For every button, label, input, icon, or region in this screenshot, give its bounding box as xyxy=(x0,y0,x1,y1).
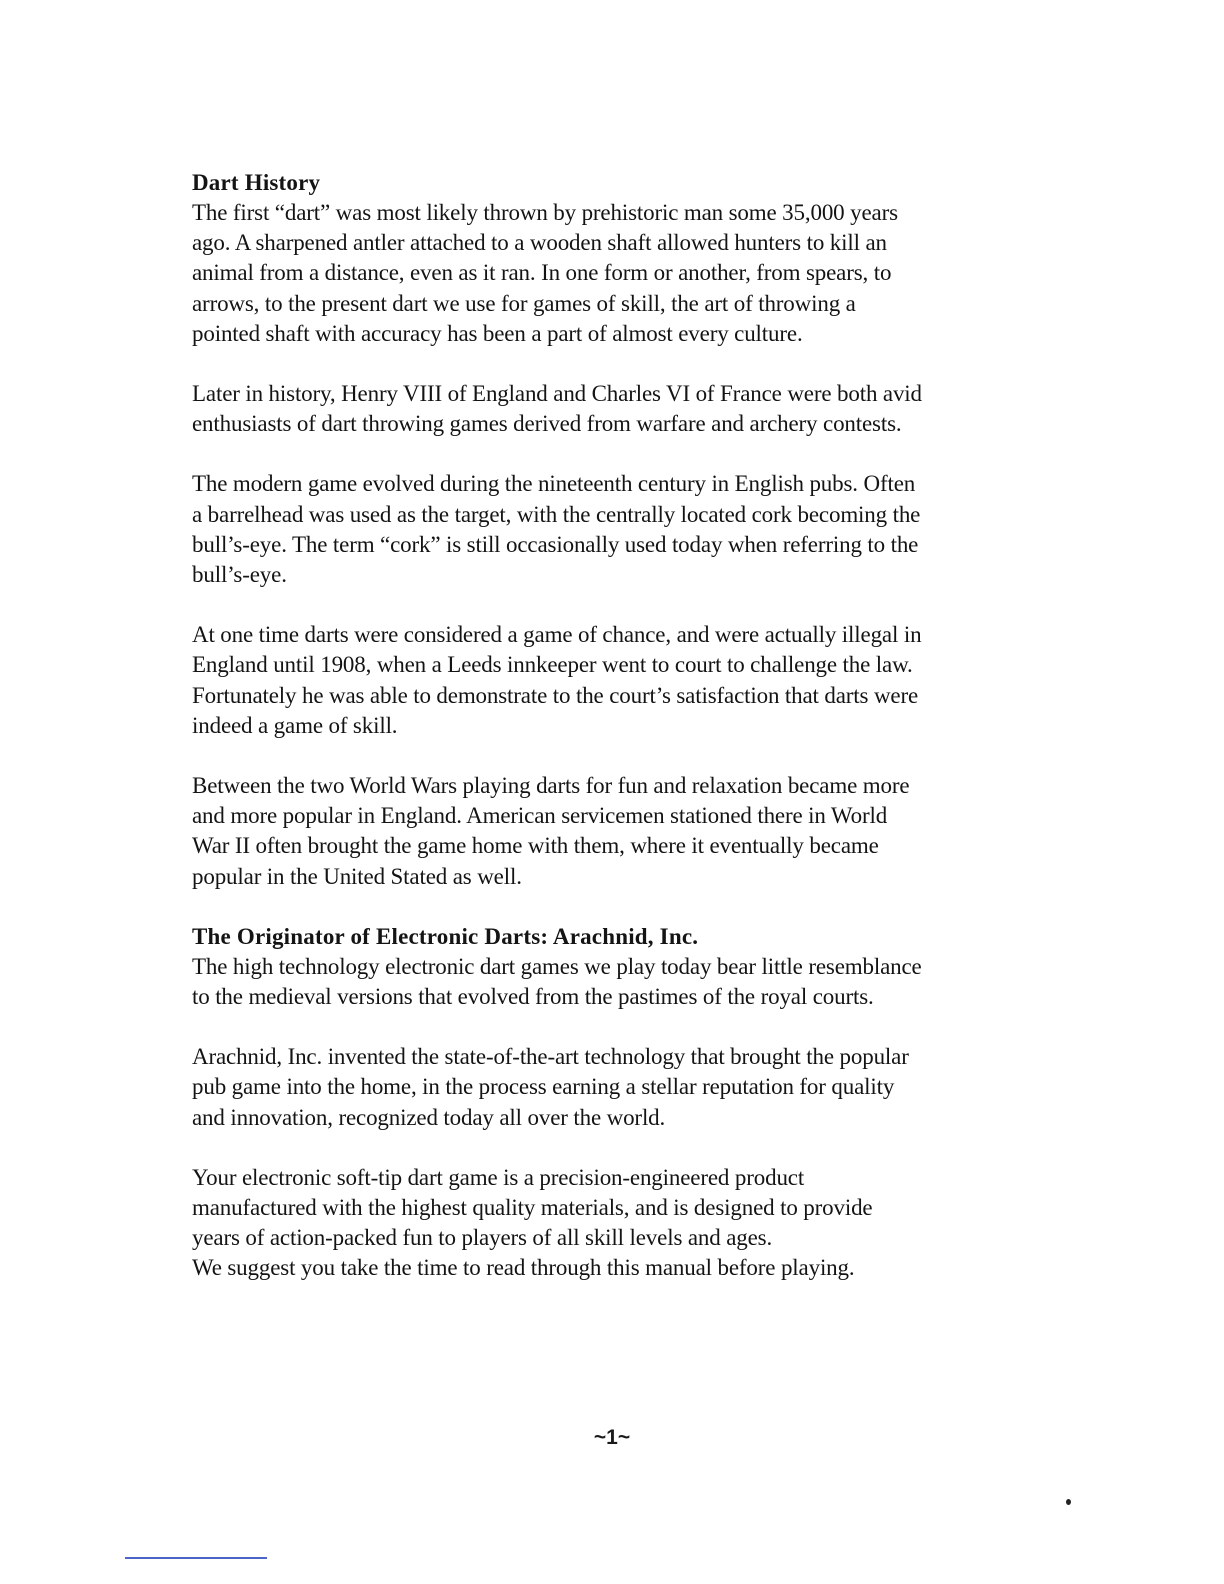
page-number: ~1~ xyxy=(593,1426,631,1449)
paragraph: The high technology electronic dart games we play today bear little resemblance to the medieval versions that evolved from the pastimes of the royal courts. xyxy=(192,953,922,1010)
paragraph: At one time darts were considered a game of chance, and were actually illegal in England until 1908, when a Leeds innkeeper went to court to challenge the law. Fortunately he was able to demonstrate to the court’s satisfaction that darts were indeed a game of skill. xyxy=(192,622,922,738)
paragraph: The modern game evolved during the nineteenth century in English pubs. Often a barrelhead was used as the target, with the centrally located cork becoming the bull’s-eye. The term “cork” is still occasionally used today when referring to the bull’s-eye. xyxy=(192,471,921,588)
section-originator xyxy=(192,922,1042,1284)
paragraph: Between the two World Wars playing darts for fun and relaxation became more and more popular in England. American servicemen stationed there in World War II often brought the game home with them, where it eventually became popular in the United Stated as well. xyxy=(192,773,910,889)
paragraph: Your electronic soft-tip dart game is a precision-engineered product manufactured with the highest quality materials, and is designed to provide years of action-packed fun to players of all skill levels and ages. We suggest you take the time to read through this manual before playing. xyxy=(192,1164,873,1281)
paragraph: Arachnid, Inc. invented the state-of-the-art technology that brought the popular pub game into the home, in the process earning a stellar reputation for quality and innovation, recognized today all over the world. xyxy=(192,1044,909,1130)
section-dart-history xyxy=(192,168,1042,892)
scan-artifact-line xyxy=(125,1557,267,1559)
paragraph: The first “dart” was most likely thrown by prehistoric man some 35,000 years ago. A sharpened antler attached to a wooden shaft allowed hunters to kill an animal from a distance, even as it ran. In one form or another, from spears, to arrows, to the present dart we use for games of skill, the art of throwing a pointed shaft with accuracy has been a part of almost every culture. xyxy=(192,200,898,346)
page-content xyxy=(192,168,1042,1284)
section-title-dart-history: Dart History xyxy=(192,170,321,195)
section-title-originator: The Originator of Electronic Darts: Arachnid, Inc. xyxy=(192,923,699,949)
paragraph: Later in history, Henry VIII of England and Charles VI of France were both avid enthusiasts of dart throwing games derived from warfare and archery contests. xyxy=(192,381,922,437)
scan-speck xyxy=(1066,1499,1071,1505)
